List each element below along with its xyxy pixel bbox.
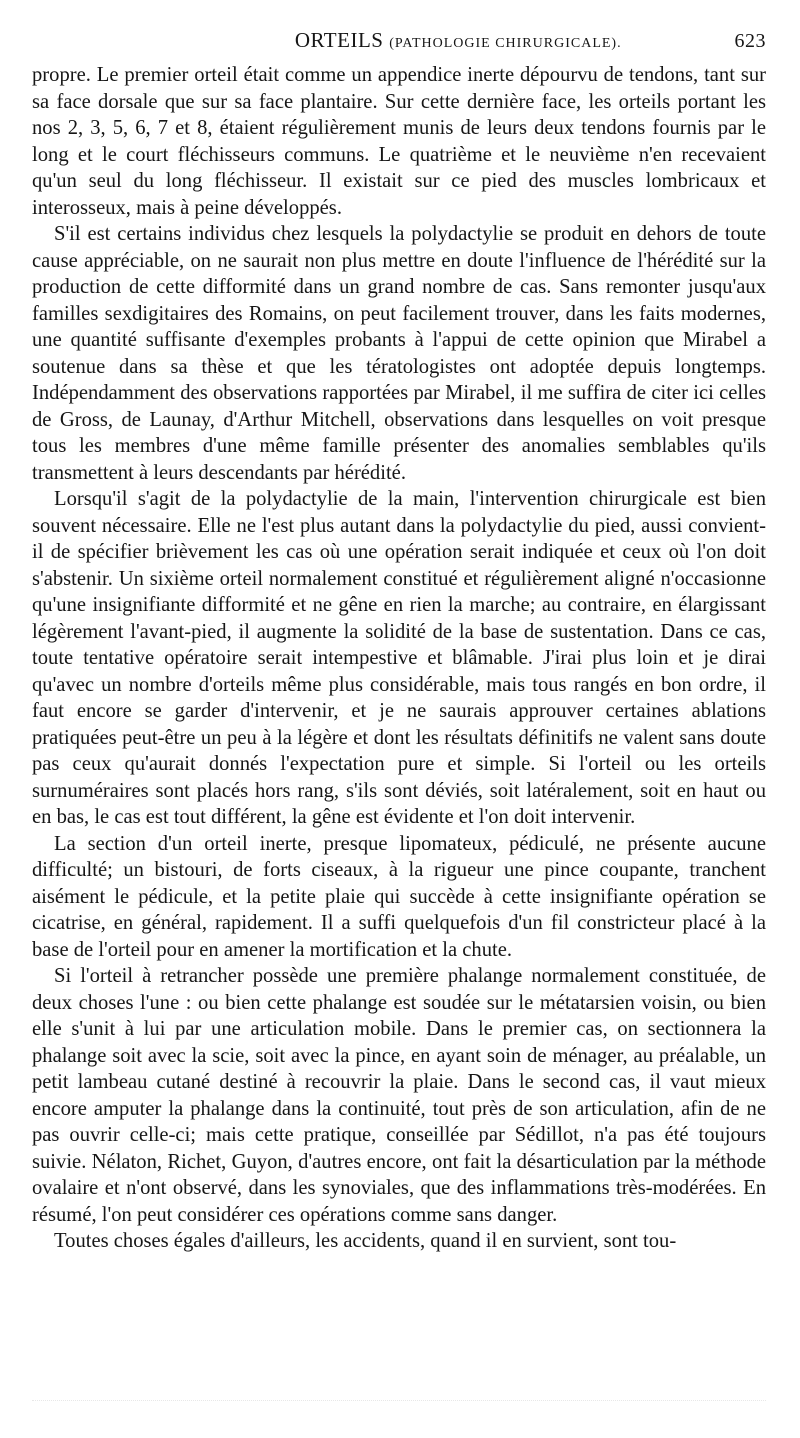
paragraph-continuation: propre. Le premier orteil était comme un appendice inerte dépourvu de tendons, tant sur sa face dorsale que sur sa face plantaire. Sur cette dernière face, les orteils portant les nos 2, 3, 5, 6, 7 et 8, étaient régulièrement munis de leurs deux tendons fournis par le long et le court fléchisseurs communs. Le quatrième et le neuvième n'en recevaient qu'un seul du long fléchisseur. Il existait sur ce pied des muscles lombricaux et interosseux, mais à peine développés. (32, 64, 766, 219)
page-bottom-edge (32, 1400, 766, 1411)
paragraph-section-orteil: La section d'un orteil inerte, presque lipomateux, pédiculé, ne présente aucune difficulté; un bistouri, de forts ciseaux, à la rigueur une pince coupante, tranchent aisément le pédicule, et la petite plaie qui succède à cette insignifiante opération se cicatrise, en général, rapidement. Il a suffi quelquefois d'un fil constricteur placé à la base de l'orteil pour en amener la mortification et la chute. (32, 832, 766, 961)
body-text (32, 62, 766, 1255)
running-head (32, 28, 766, 58)
running-head-title-group (32, 28, 735, 53)
paragraph-heredite: S'il est certains individus chez lesquels la polydactylie se produit en dehors de toute cause appréciable, on ne saurait non plus mettre en doute l'influence de l'hérédité sur la production de cette difformité dans un grand nombre de cas. Sans remonter jusqu'aux familles sexdigitaires des Romains, on peut facilement trouver, dans les faits modernes, une quantité suffisante d'exemples probants à l'appui de cette opinion que Mirabel a soutenue dans sa thèse et que les tératologistes ont adoptée depuis longtemps. Indépendamment des observations rapportées par Mirabel, il me suffira de citer ici celles de Gross, de Launay, d'Arthur Mitchell, observations dans lesquelles on voit presque tous les membres d'une même famille présenter des anomalies semblables qu'ils transmettent à leurs descendants par hérédité. (32, 223, 766, 484)
paragraph-accidents: Toutes choses égales d'ailleurs, les accidents, quand il en survient, sont tou- (54, 1230, 677, 1252)
paragraph-intervention: Lorsqu'il s'agit de la polydactylie de la main, l'intervention chirurgicale est bien souvent nécessaire. Elle ne l'est plus autant dans la polydactylie du pied, aussi convient-il de spécifier brièvement les cas où une opération serait indiquée et ceux où l'on doit s'abstenir. Un sixième orteil normalement constitué et régulièrement aligné n'occasionne qu'une insignifiante difformité et ne gêne en rien la marche; au contraire, en élargissant légèrement l'avant-pied, il augmente la solidité de la base de sustentation. Dans ce cas, toute tentative opératoire serait intempestive et blâmable. J'irai plus loin et je dirai qu'avec un nombre d'orteils même plus considérable, mais tous rangés en bon ordre, il faut encore se garder d'intervenir, et je ne saurais approuver certaines ablations pratiquées peut-être un peu à la légère et dont les résultats définitifs ne valent sans doute pas ceux qu'aurait donnés l'expectation pure et simple. Si l'orteil ou les orteils surnuméraires sont placés hors rang, s'ils sont déviés, soit latéralement, soit en haut ou en bas, le cas est tout différent, la gêne est évidente et l'on doit intervenir. (32, 488, 766, 828)
paragraph-phalange: Si l'orteil à retrancher possède une première phalange normalement constituée, de deux choses l'une : ou bien cette phalange est soudée sur le métatarsien voisin, ou bien elle s'unit à lui par une articulation mobile. Dans le premier cas, on sectionnera la phalange soit avec la scie, soit avec la pince, en ayant soin de ménager, au préalable, un petit lambeau cutané destiné à recouvrir la plaie. Dans le second cas, il vaut mieux encore amputer la phalange dans la continuité, tout près de son articulation, afin de ne pas ouvrir celle-ci; mais cette pratique, conseillée par Sédillot, n'a pas été toujours suivie. Nélaton, Richet, Guyon, d'autres encore, ont fait la désarticulation par la méthode ovalaire et n'ont observé, dans les synoviales, que des inflammations très-modérées. En résumé, l'on peut considérer ces opérations comme sans danger. (32, 965, 766, 1226)
page-number: 623 (734, 30, 766, 52)
running-head-title: ORTEILS (294, 28, 384, 52)
running-head-subtitle: (PATHOLOGIE CHIRURGICALE). (389, 36, 622, 51)
